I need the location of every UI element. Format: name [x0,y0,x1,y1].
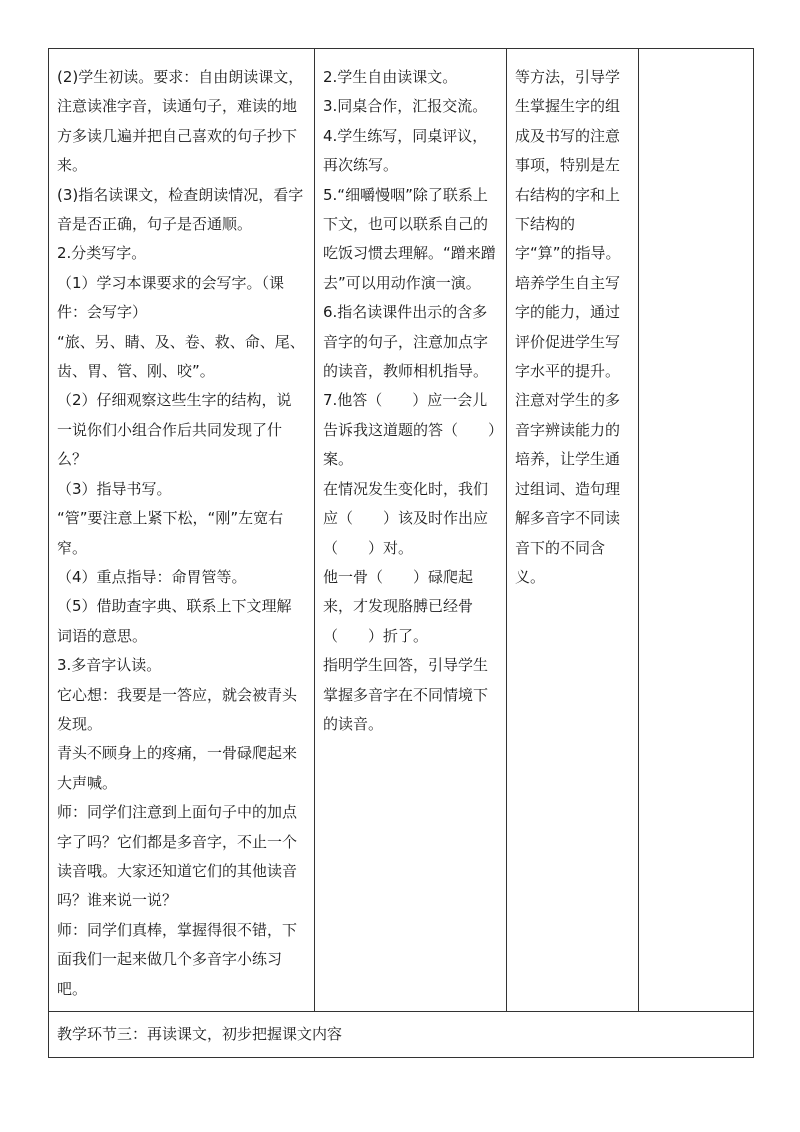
paragraph: 在情况发生变化时，我们应（ ）该及时作出应（ ）对。 [323,479,489,557]
design-intent-cell [507,49,639,1011]
paragraph: （2）仔细观察这些生字的结构，说一说你们小组合作后共同发现了什么？ [57,391,292,469]
paragraph: （1）学习本课要求的会写字。（课件：会写字） [57,273,285,322]
paragraph: 青头不顾身上的疼痛，一骨碌爬起来大声喊。 [57,744,298,792]
table-row [49,49,753,1012]
paragraph: (2)学生初读。要求：自由朗读课文，注意读准字音，读通句子，难读的地方多读几遍并把自己喜欢的句子抄下来。 [57,68,304,175]
section-heading-row [49,1012,753,1057]
paragraph: 他一骨（ ）碌爬起来，才发现胳膊已经骨（ ）折了。 [323,567,474,645]
lesson-plan-table [48,48,754,1058]
paragraph: 等方法，引导学生掌握生字的组成及书写的注意事项，特别是左右结构的字和上下结构的字“算”的指导。 [515,68,621,263]
paragraph: “管”要注意上紧下松，“刚”左宽右窄。 [57,509,284,557]
student-activity-cell [315,49,507,1011]
paragraph: （4）重点指导：命胃管等。 [57,567,247,586]
paragraph: 师：同学们真棒，掌握得很不错，下面我们一起来做几个多音字小练习吧。 [57,920,298,998]
empty-cell [639,49,753,1011]
paragraph: 指明学生回答，引导学生掌握多音字在不同情境下的读音。 [323,656,489,733]
paragraph: 5.“细嚼慢咽”除了联系上下文，也可以联系自己的吃饭习惯去理解。“蹭来蹭去”可以用动作演一演。 [323,185,496,292]
paragraph: （3）指导书写。 [57,479,172,498]
paragraph: 6.指名读课件出示的含多音字的句子，注意加点字的读音，教师相机指导。 [323,303,489,381]
paragraph: (3)指名读课文，检查朗读情况，看字音是否正确，句子是否通顺。 [57,185,304,234]
paragraph: 注意对学生的多音字辨读能力的培养，让学生通过组词、造句理解多音字不同读音下的不同含义。 [515,391,621,586]
paragraph: 师：同学们注意到上面句子中的加点字了吗？它们都是多音字，不止一个读音哦。大家还知道它们的其他读音吗？谁来说一说？ [57,803,298,910]
paragraph: （5）借助查字典、联系上下文理解词语的意思。 [57,597,292,645]
section-heading: 教学环节三：再读课文，初步把握课文内容 [57,1025,343,1043]
paragraph: 2.分类写字。 [57,244,147,263]
paragraph: 3.多音字认读。 [57,656,162,675]
paragraph: 2.学生自由读课文。 [323,68,458,86]
teacher-activity-cell [49,49,315,1011]
paragraph: 培养学生自主写字的能力，通过评价促进学生写字水平的提升。 [515,273,621,381]
paragraph: 4.学生练写，同桌评议，再次练写。 [323,126,488,175]
paragraph: 它心想：我要是一答应，就会被青头发现。 [57,685,298,733]
paragraph: 7.他答（ ）应一会儿告诉我这道题的答（ ）案。 [323,391,496,469]
paragraph: “旅、另、睛、及、卷、救、命、尾、齿、胃、管、刚、咬”。 [57,332,305,381]
paragraph: 3.同桌合作，汇报交流。 [323,97,488,116]
